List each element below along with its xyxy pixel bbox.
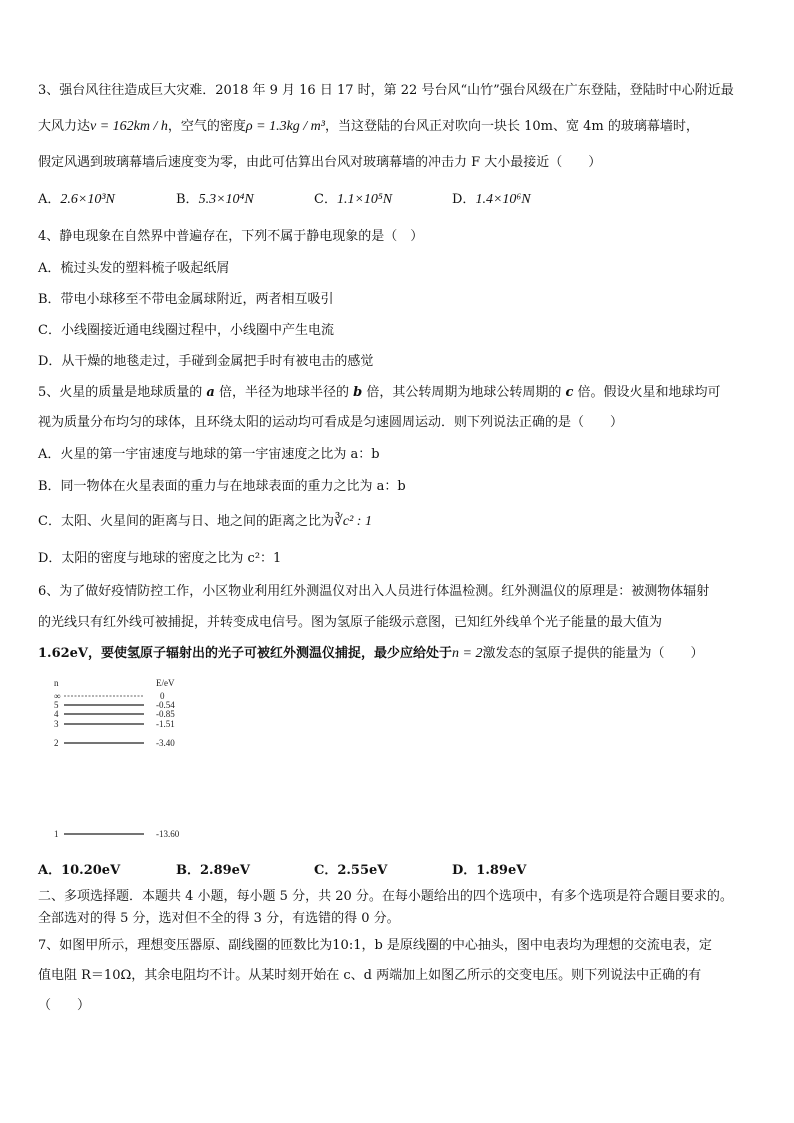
q5-var-a: a (206, 385, 215, 400)
q4-option-d[interactable]: D．从干燥的地毯走过，手碰到金属把手时有被电击的感觉 (38, 354, 374, 369)
option-text: 2.89eV (200, 863, 251, 878)
level-e-5: -0.54 (156, 700, 175, 710)
level-n-4: 4 (54, 709, 59, 719)
q3-option-d[interactable] (452, 191, 531, 209)
q3-density-formula: ρ = 1.3kg / m³ (245, 119, 325, 134)
q5-text: 倍，半径为地球半径的 (214, 385, 354, 400)
q5-text: 5、火星的质量是地球质量的 (38, 385, 207, 400)
q3-option-c[interactable] (314, 191, 392, 209)
level-e-3: -1.51 (156, 719, 175, 729)
q6-option-a[interactable] (38, 862, 120, 880)
q5-option-c[interactable] (38, 513, 764, 531)
q5-option-d[interactable]: D．太阳的密度与地球的密度之比为 c²：1 (38, 551, 282, 566)
q6-stem-line2: 的光线只有红外线可被捕捉，并转变成电信号。图为氢原子能级示意图，已知红外线单个光子能量的最大值为 (38, 615, 663, 630)
option-text: 2.55eV (337, 863, 388, 878)
level-e-1: -13.60 (156, 829, 180, 839)
option-label: D． (452, 863, 477, 878)
q4-option-b[interactable]: B．带电小球移至不带电金属球附近，两者相互吸引 (38, 292, 334, 307)
level-n-1: 1 (54, 829, 59, 839)
q7-stem-line2: 值电阻 R＝10Ω，其余电阻均不计。从某时刻开始在 c、d 两端加上如图乙所示的交变电压。则下列说法中正确的有 (38, 968, 702, 983)
option-label: D． (452, 192, 476, 207)
level-n-3: 3 (54, 719, 59, 729)
q6-stem-line1: 6、为了做好疫情防控工作，小区物业利用红外测温仪对出入人员进行体温检测。红外测温仪的原理是：被测物体辐射 (38, 584, 710, 599)
q3-stem-line1: 3、强台风往往造成巨大灾难．2018 年 9 月 16 日 17 时，第 22 号台风“山竹”强台风级在广东登陆，登陆时中心附近最 (38, 83, 734, 98)
q5-option-b[interactable]: B．同一物体在火星表面的重力与在地球表面的重力之比为 a：b (38, 479, 406, 494)
q6-text: 激发态的氢原子提供的能量为（ ） (482, 646, 704, 661)
section2-instructions-line2: 全部选对的得 5 分，选对但不全的得 3 分，有选错的得 0 分。 (38, 911, 400, 926)
option-text: 1.1×10⁵N (336, 192, 393, 207)
hydrogen-energy-level-diagram (48, 674, 208, 844)
q3-text: 大风力达 (38, 119, 91, 134)
q6-stem-line3 (38, 645, 764, 663)
diagram-n-label: n (54, 678, 59, 688)
option-label: B． (176, 192, 199, 207)
option-text: 10.20eV (61, 863, 121, 878)
q6-option-c[interactable] (314, 862, 387, 880)
q5-option-a[interactable]: A．火星的第一宇宙速度与地球的第一宇宙速度之比为 a：b (38, 447, 380, 462)
q3-velocity-formula: v = 162km / h (90, 119, 168, 134)
q6-option-d[interactable] (452, 862, 526, 880)
diagram-e-label: E/eV (156, 678, 175, 688)
q4-option-a[interactable]: A．梳过头发的塑料梳子吸起纸屑 (38, 261, 230, 276)
q5-option-c-text: C．太阳、火星间的距离与日、地之间的距离之比为 (38, 514, 334, 529)
q3-option-b[interactable] (176, 191, 254, 209)
q5-stem-line2: 视为质量分布均匀的球体，且环绕太阳的运动均可看成是匀速圆周运动．则下列说法正确的是（ ） (38, 415, 624, 430)
q3-stem-line3: 假定风遇到玻璃幕墙后速度变为零，由此可估算出台风对玻璃幕墙的冲击力 F 大小最接近（ ） (38, 155, 602, 170)
q5-text: 倍。假设火星和地球均可 (573, 385, 721, 400)
q6-option-b[interactable] (176, 862, 250, 880)
q5-var-c: c (565, 385, 574, 400)
option-label: C． (314, 192, 337, 207)
q4-option-c[interactable]: C．小线圈接近通电线圈过程中，小线圈中产生电流 (38, 323, 334, 338)
q6-text: 1.62eV，要使氢原子辐射出的光子可被红外测温仪捕捉，最少应给处于 (38, 646, 453, 661)
q7-stem-line3: （ ） (38, 998, 91, 1013)
level-e-4: -0.85 (156, 709, 175, 719)
q3-stem-line2 (38, 118, 764, 136)
q4-stem: 4、静电现象在自然界中普遍存在，下列不属于静电现象的是（ ） (38, 229, 424, 244)
option-text: 5.3×10⁴N (198, 192, 254, 207)
level-n-2: 2 (54, 738, 59, 748)
q5-option-c-formula: ∛c² : 1 (333, 514, 372, 529)
q3-option-a[interactable] (38, 191, 115, 209)
level-e-infinity: 0 (160, 691, 165, 701)
level-n-infinity: ∞ (54, 691, 61, 701)
option-text: 1.89eV (476, 863, 527, 878)
option-label: B． (176, 863, 200, 878)
q3-text: ，空气的密度 (167, 119, 246, 134)
q6-level-formula: n = 2 (452, 646, 483, 661)
option-label: C． (314, 863, 338, 878)
option-label: A． (38, 192, 61, 207)
option-label: A． (38, 863, 62, 878)
level-n-5: 5 (54, 700, 59, 710)
level-e-2: -3.40 (156, 738, 175, 748)
option-text: 1.4×10⁶N (475, 192, 531, 207)
q5-text: 倍，其公转周期为地球公转周期的 (362, 385, 566, 400)
option-text: 2.6×10³N (60, 192, 115, 207)
q7-stem-line1: 7、如图甲所示，理想变压器原、副线圈的匝数比为10:1，b 是原线圈的中心抽头，图中电表均为理想的交流电表，定 (38, 938, 712, 953)
q3-text: ，当这登陆的台风正对吹向一块长 10m、宽 4m 的玻璃幕墙时， (324, 119, 699, 134)
section2-instructions-line1: 二、多项选择题．本题共 4 小题，每小题 5 分，共 20 分。在每小题给出的四个选项中，有多个选项是符合题目要求的。 (38, 889, 733, 904)
q5-var-b: b (353, 385, 363, 400)
q5-stem-line1 (38, 384, 764, 402)
